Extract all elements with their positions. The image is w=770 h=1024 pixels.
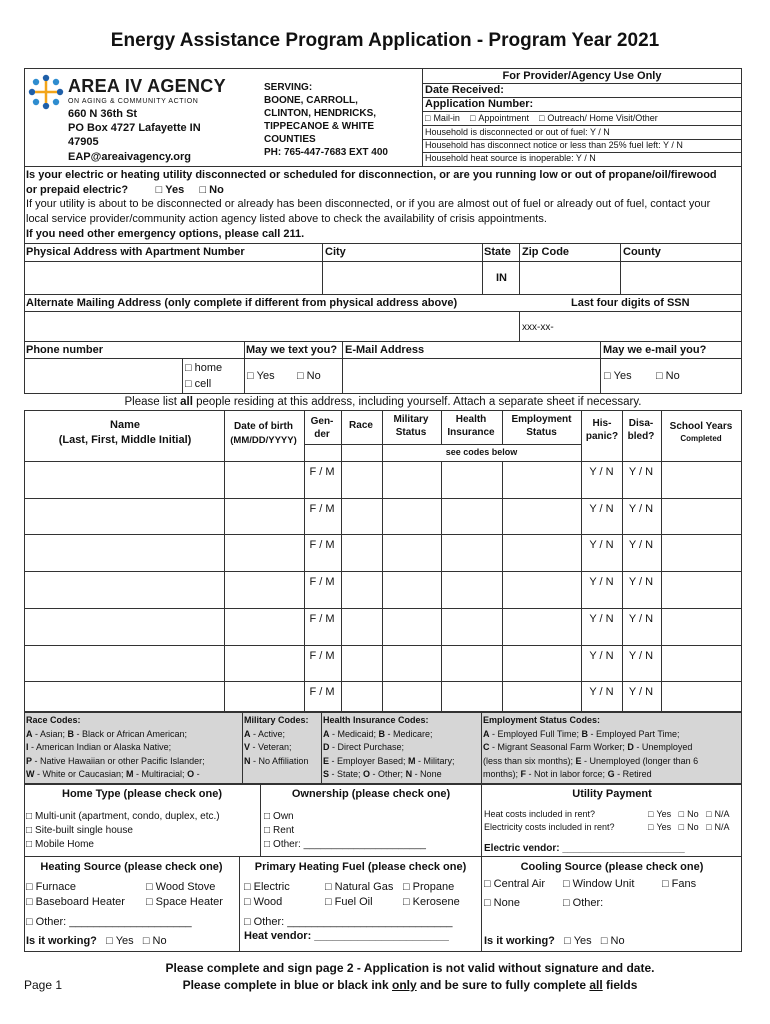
may-email-label: May we e-mail you? bbox=[603, 344, 707, 356]
electric-vendor[interactable]: Electric vendor: ______________________ bbox=[484, 843, 685, 854]
footer-2b: only bbox=[392, 978, 417, 992]
crisis-info-2: local service provider/community action agency listed above to check the availability of crisis appointments. bbox=[26, 213, 547, 225]
rc4f: - bbox=[194, 769, 200, 779]
email-yes-checkbox[interactable]: □ Yes bbox=[604, 370, 632, 382]
email-input[interactable] bbox=[343, 359, 599, 393]
hc1d: - Medicare; bbox=[385, 728, 433, 739]
col-disabled-1: Disa- bbox=[628, 418, 654, 429]
county-input[interactable] bbox=[621, 262, 741, 293]
col-employment-2: Status bbox=[526, 427, 557, 438]
ec4d: G bbox=[607, 769, 615, 779]
central-air-checkbox[interactable]: □ Central Air bbox=[484, 878, 545, 890]
ec2d: - Unemployed bbox=[633, 742, 693, 752]
col-health-1: Health bbox=[455, 414, 487, 425]
crisis-question-tail: or prepaid electric? bbox=[26, 184, 129, 196]
household-row[interactable] bbox=[25, 461, 741, 498]
agency-logo bbox=[26, 72, 66, 112]
agency-email: EAP@areaivagency.org bbox=[68, 151, 192, 163]
application-number[interactable]: Application Number: bbox=[425, 98, 534, 110]
heating-working bbox=[26, 935, 167, 947]
col-name-2: (Last, First, Middle Initial) bbox=[58, 434, 192, 446]
footer-line-2 bbox=[110, 978, 710, 992]
heat-vendor[interactable]: Heat vendor: ______________________ bbox=[244, 930, 449, 942]
heat-costs-no[interactable]: □ No bbox=[679, 809, 699, 819]
col-gender bbox=[304, 416, 340, 440]
fans-checkbox[interactable]: □ Fans bbox=[662, 878, 696, 890]
ec4a: months); bbox=[483, 769, 521, 779]
col-school-1: School Years bbox=[669, 421, 733, 432]
rc4e: O bbox=[187, 769, 195, 779]
multi-unit-checkbox[interactable]: □ Multi-unit (apartment, condo, duplex, etc.) bbox=[26, 811, 220, 822]
heating-other-checkbox[interactable]: □ Other: ____________________ bbox=[26, 916, 192, 928]
col-dob-1: Date of birth bbox=[234, 421, 293, 432]
utility-title: Utility Payment bbox=[572, 788, 652, 800]
serving-1: BOONE, CARROLL, bbox=[264, 95, 358, 106]
instruction-pre: Please list bbox=[124, 396, 181, 408]
may-text-label: May we text you? bbox=[246, 344, 338, 356]
hc1c: B bbox=[378, 728, 386, 739]
mc2b: - Veteran; bbox=[250, 742, 292, 752]
mc1a: A bbox=[244, 728, 251, 739]
ec4c: - Not in labor force; bbox=[526, 769, 608, 779]
col-hispanic-2: panic? bbox=[585, 431, 619, 442]
household-row[interactable] bbox=[25, 608, 741, 645]
phone-home-checkbox[interactable]: □ home bbox=[185, 362, 222, 374]
appointment-checkbox[interactable]: □ Appointment bbox=[470, 113, 529, 123]
ec4e: - Retired bbox=[614, 769, 652, 779]
state-value: IN bbox=[496, 272, 507, 284]
col-school bbox=[661, 421, 741, 443]
mobile-home-checkbox[interactable]: □ Mobile Home bbox=[26, 839, 94, 850]
gender-option[interactable]: F / M bbox=[309, 539, 335, 551]
fuel-propane-checkbox[interactable]: □ Propane bbox=[403, 881, 454, 893]
military-codes bbox=[244, 714, 321, 768]
race-codes-title: Race Codes: bbox=[26, 715, 81, 725]
physical-address-label: Physical Address with Apartment Number bbox=[26, 246, 245, 258]
ec2b: - Migrant Seasonal Farm Worker; bbox=[489, 742, 628, 752]
col-military-1: Military bbox=[393, 414, 429, 425]
crisis-no-checkbox[interactable]: □ No bbox=[200, 184, 224, 196]
col-dob bbox=[224, 421, 303, 446]
cooling-working bbox=[484, 935, 625, 947]
disconnected-row[interactable]: Household is disconnected or out of fuel: Y / N bbox=[425, 127, 610, 137]
disabled-option[interactable]: Y / N bbox=[628, 539, 654, 551]
disabled-option[interactable]: Y / N bbox=[628, 466, 654, 478]
rc4a: W bbox=[26, 769, 35, 779]
state-label: State bbox=[484, 246, 511, 258]
health-codes bbox=[323, 714, 481, 782]
provider-header: For Provider/Agency Use Only bbox=[502, 70, 662, 82]
col-disabled bbox=[622, 418, 660, 442]
hispanic-option[interactable]: Y / N bbox=[589, 650, 614, 662]
rc1a: A bbox=[26, 728, 33, 739]
disabled-option[interactable]: Y / N bbox=[628, 650, 654, 662]
footer-2e: fields bbox=[602, 978, 638, 992]
agency-address-2: PO Box 4727 Lafayette IN bbox=[68, 122, 201, 134]
window-unit-checkbox[interactable]: □ Window Unit bbox=[563, 878, 634, 890]
heating-working-yes[interactable]: □ Yes bbox=[106, 935, 134, 947]
fuel-electric-checkbox[interactable]: □ Electric bbox=[244, 881, 290, 893]
cooling-none-checkbox[interactable]: □ None bbox=[484, 897, 520, 909]
ec2c: D bbox=[627, 742, 634, 752]
crisis-info-1: If your utility is about to be disconnected or already has been disconnected, or if you are almost out of fuel or already out of fuel, contact your bbox=[26, 198, 711, 210]
gender-option[interactable]: F / M bbox=[309, 650, 335, 662]
col-health bbox=[441, 414, 501, 438]
text-yes-checkbox[interactable]: □ Yes bbox=[247, 370, 275, 382]
employment-codes bbox=[483, 714, 741, 782]
heating-working-label: Is it working? bbox=[26, 935, 97, 947]
rc2b: - American Indian or Alaska Native; bbox=[28, 742, 172, 752]
ec1b: - Employed Full Time; bbox=[489, 728, 582, 739]
col-military bbox=[382, 414, 440, 438]
household-row[interactable] bbox=[25, 571, 741, 608]
fuel-other-checkbox[interactable]: □ Other: ___________________________ bbox=[244, 916, 452, 928]
inoperable-row[interactable]: Household heat source is inoperable: Y / N bbox=[425, 153, 596, 163]
elec-costs-no[interactable]: □ No bbox=[679, 822, 699, 832]
phone-cell-checkbox[interactable]: □ cell bbox=[185, 378, 211, 390]
fuel-natgas-checkbox[interactable]: □ Natural Gas bbox=[325, 881, 393, 893]
col-race: Race bbox=[349, 420, 373, 431]
page-number: Page 1 bbox=[24, 978, 63, 992]
rc1b: - Asian; bbox=[32, 728, 68, 739]
intake-method-row bbox=[425, 113, 658, 123]
footer-2c: and be sure to fully complete bbox=[416, 978, 590, 992]
ec3c: - Unemployed (longer than 6 bbox=[581, 755, 699, 766]
col-hispanic bbox=[582, 418, 622, 442]
crisis-emergency: If you need other emergency options, please call 211. bbox=[26, 228, 305, 240]
heating-source-title: Heating Source (please check one) bbox=[40, 861, 223, 873]
agency-phone: PH: 765-447-7683 EXT 400 bbox=[264, 147, 388, 158]
serving-label: SERVING: bbox=[264, 82, 313, 93]
email-no-checkbox[interactable]: □ No bbox=[656, 370, 680, 382]
crisis-question-2 bbox=[26, 184, 224, 196]
cooling-working-yes[interactable]: □ Yes bbox=[564, 935, 592, 947]
ec2a: C bbox=[483, 742, 490, 752]
col-name bbox=[26, 419, 224, 446]
hc4b: - State; bbox=[329, 769, 364, 779]
hc4e: N bbox=[405, 769, 413, 779]
baseboard-checkbox[interactable]: □ Baseboard Heater bbox=[26, 896, 125, 908]
gender-option[interactable]: F / M bbox=[309, 466, 335, 478]
heat-costs-yes[interactable]: □ Yes bbox=[648, 809, 671, 819]
see-codes: see codes below bbox=[445, 447, 518, 457]
crisis-question: Is your electric or heating utility disconnected or scheduled for disconnection, or are you running low or out of propane/oil/firewood bbox=[26, 169, 717, 181]
hc2a: D bbox=[323, 742, 330, 752]
agency-address-1: 660 N 36th St bbox=[68, 108, 138, 120]
col-employment bbox=[502, 414, 581, 438]
agency-logo-icon bbox=[26, 72, 66, 112]
mc3a: N bbox=[244, 755, 251, 766]
employment-codes-title: Employment Status Codes: bbox=[483, 715, 601, 725]
elec-costs-label: Electricity costs included in rent? bbox=[484, 822, 615, 832]
col-name-1: Name bbox=[110, 419, 140, 431]
hc2b: - Direct Purchase; bbox=[329, 742, 405, 752]
ec4b: F bbox=[520, 769, 527, 779]
hc4a: S bbox=[323, 769, 330, 779]
gender-option[interactable]: F / M bbox=[309, 503, 335, 515]
hispanic-option[interactable]: Y / N bbox=[589, 686, 614, 698]
phone-label: Phone number bbox=[26, 344, 104, 356]
page-title: Energy Assistance Program Application - Program Year 2021 bbox=[110, 30, 660, 51]
disabled-option[interactable]: Y / N bbox=[628, 503, 654, 515]
gender-option[interactable]: F / M bbox=[309, 613, 335, 625]
hc3c: M bbox=[408, 755, 416, 766]
hispanic-option[interactable]: Y / N bbox=[589, 576, 614, 588]
disabled-option[interactable]: Y / N bbox=[628, 686, 654, 698]
footer-line-1: Please complete and sign page 2 - Application is not valid without signature and date. bbox=[165, 961, 655, 975]
race-codes bbox=[26, 714, 242, 782]
mc1b: - Active; bbox=[250, 728, 286, 739]
hispanic-option[interactable]: Y / N bbox=[589, 503, 614, 515]
household-row[interactable] bbox=[25, 534, 741, 571]
disabled-option[interactable]: Y / N bbox=[628, 576, 654, 588]
military-codes-title: Military Codes: bbox=[244, 715, 309, 725]
footer-2a: Please complete in blue or black ink bbox=[182, 978, 392, 992]
col-dob-2: (MM/DD/YYYY) bbox=[230, 435, 297, 446]
col-employment-1: Employment bbox=[511, 414, 572, 425]
cooling-working-label: Is it working? bbox=[484, 935, 555, 947]
heat-costs-label: Heat costs included in rent? bbox=[484, 809, 596, 819]
fuel-oil-checkbox[interactable]: □ Fuel Oil bbox=[325, 896, 373, 908]
serving-4: COUNTIES bbox=[264, 134, 316, 145]
rc3a: P bbox=[26, 755, 33, 766]
agency-address-3: 47905 bbox=[68, 136, 99, 148]
rc4c: M bbox=[126, 769, 134, 779]
hispanic-option[interactable]: Y / N bbox=[589, 466, 614, 478]
phone-input[interactable] bbox=[25, 359, 181, 393]
hc4f: - None bbox=[412, 769, 442, 779]
alternate-address-input[interactable] bbox=[25, 312, 518, 341]
mc3b: - No Affiliation bbox=[250, 755, 309, 766]
heating-working-no[interactable]: □ No bbox=[143, 935, 167, 947]
col-school-2: Completed bbox=[680, 434, 722, 443]
ec1c: B bbox=[581, 728, 589, 739]
ownership-other-checkbox[interactable]: □ Other: ______________________ bbox=[264, 839, 426, 850]
hispanic-option[interactable]: Y / N bbox=[589, 539, 614, 551]
space-heater-checkbox[interactable]: □ Space Heater bbox=[146, 896, 223, 908]
col-military-2: Status bbox=[395, 427, 427, 438]
rc1d: - Black or African American; bbox=[74, 728, 188, 739]
alternate-address-label: Alternate Mailing Address (only complete if different from physical address above) bbox=[26, 297, 458, 309]
county-label: County bbox=[623, 246, 661, 258]
text-no-checkbox[interactable]: □ No bbox=[297, 370, 321, 382]
heating-fuel-title: Primary Heating Fuel (please check one) bbox=[254, 861, 467, 873]
rc4d: - Multiracial; bbox=[133, 769, 188, 779]
gender-option[interactable]: F / M bbox=[309, 686, 335, 698]
hc1a: A bbox=[323, 728, 330, 739]
cooling-title: Cooling Source (please check one) bbox=[520, 861, 704, 873]
outreach-checkbox[interactable]: □ Outreach/ Home Visit/Other bbox=[539, 113, 658, 123]
footer-2d: all bbox=[589, 978, 603, 992]
furnace-checkbox[interactable]: □ Furnace bbox=[26, 881, 76, 893]
cooling-other-checkbox[interactable]: □ Other: bbox=[563, 897, 603, 909]
elec-costs-options bbox=[648, 822, 730, 832]
cooling-working-no[interactable]: □ No bbox=[601, 935, 625, 947]
mc2a: V bbox=[244, 742, 251, 752]
disabled-option[interactable]: Y / N bbox=[628, 613, 654, 625]
serving-2: CLINTON, HENDRICKS, bbox=[264, 108, 377, 119]
email-label: E-Mail Address bbox=[345, 344, 425, 356]
serving-3: TIPPECANOE & WHITE bbox=[264, 121, 375, 132]
fuel-kerosene-checkbox[interactable]: □ Kerosene bbox=[403, 896, 460, 908]
hc3a: E bbox=[323, 755, 330, 766]
col-health-2: Insurance bbox=[447, 427, 495, 438]
zip-input[interactable] bbox=[520, 262, 619, 293]
rent-checkbox[interactable]: □ Rent bbox=[264, 825, 294, 836]
home-type-title: Home Type (please check one) bbox=[62, 788, 222, 800]
health-codes-title: Health Insurance Codes: bbox=[323, 715, 429, 725]
hc4c: O bbox=[363, 769, 371, 779]
col-disabled-2: bled? bbox=[627, 431, 655, 442]
own-checkbox[interactable]: □ Own bbox=[264, 811, 294, 822]
hc1b: - Medicaid; bbox=[329, 728, 379, 739]
instruction-post: people residing at this address, including yourself. Attach a separate sheet if necessary. bbox=[192, 396, 642, 408]
hc3b: - Employer Based; bbox=[329, 755, 409, 766]
ssn-label: Last four digits of SSN bbox=[571, 297, 690, 309]
household-row[interactable] bbox=[25, 498, 741, 535]
ownership-title: Ownership (please check one) bbox=[291, 788, 451, 800]
physical-address-input[interactable] bbox=[25, 262, 321, 293]
mail-in-checkbox[interactable]: □ Mail-in bbox=[425, 113, 460, 123]
hc3d: - Military; bbox=[415, 755, 455, 766]
city-label: City bbox=[325, 246, 346, 258]
site-built-checkbox[interactable]: □ Site-built single house bbox=[26, 825, 133, 836]
elec-costs-yes[interactable]: □ Yes bbox=[648, 822, 671, 832]
rc3b: - Native Hawaiian or other Pacific Islander; bbox=[32, 755, 205, 766]
instruction-all: all bbox=[180, 396, 193, 408]
city-input[interactable] bbox=[323, 262, 481, 293]
heat-costs-options bbox=[648, 809, 730, 819]
ec1d: - Employed Part Time; bbox=[588, 728, 680, 739]
hispanic-option[interactable]: Y / N bbox=[589, 613, 614, 625]
notice-row[interactable]: Household has disconnect notice or less than 25% fuel left: Y / N bbox=[425, 140, 683, 150]
ssn-input[interactable]: xxx-xx- bbox=[522, 322, 554, 333]
date-received[interactable]: Date Received: bbox=[425, 84, 504, 96]
ec1a: A bbox=[483, 728, 490, 739]
household-row[interactable] bbox=[25, 645, 741, 682]
crisis-yes-checkbox[interactable]: □ Yes bbox=[156, 184, 185, 196]
zip-label: Zip Code bbox=[522, 246, 570, 258]
rc4b: - White or Caucasian; bbox=[34, 769, 127, 779]
rc2a: I bbox=[26, 742, 29, 752]
logo-subtitle: ON AGING & COMMUNITY ACTION bbox=[68, 98, 199, 105]
ec3b: E bbox=[575, 755, 582, 766]
col-gender-2: der bbox=[314, 429, 330, 440]
fuel-wood-checkbox[interactable]: □ Wood bbox=[244, 896, 282, 908]
col-hispanic-1: His- bbox=[592, 418, 612, 429]
gender-option[interactable]: F / M bbox=[309, 576, 335, 588]
ec3a: (less than six months); bbox=[483, 755, 576, 766]
rc1c: B bbox=[67, 728, 75, 739]
hc4d: - Other; bbox=[370, 769, 406, 779]
heat-costs-na[interactable]: □ N/A bbox=[706, 809, 729, 819]
household-instruction bbox=[24, 396, 742, 408]
logo-name: AREA IV AGENCY bbox=[68, 76, 226, 96]
col-gender-1: Gen- bbox=[310, 416, 334, 427]
woodstove-checkbox[interactable]: □ Wood Stove bbox=[146, 881, 215, 893]
elec-costs-na[interactable]: □ N/A bbox=[706, 822, 729, 832]
